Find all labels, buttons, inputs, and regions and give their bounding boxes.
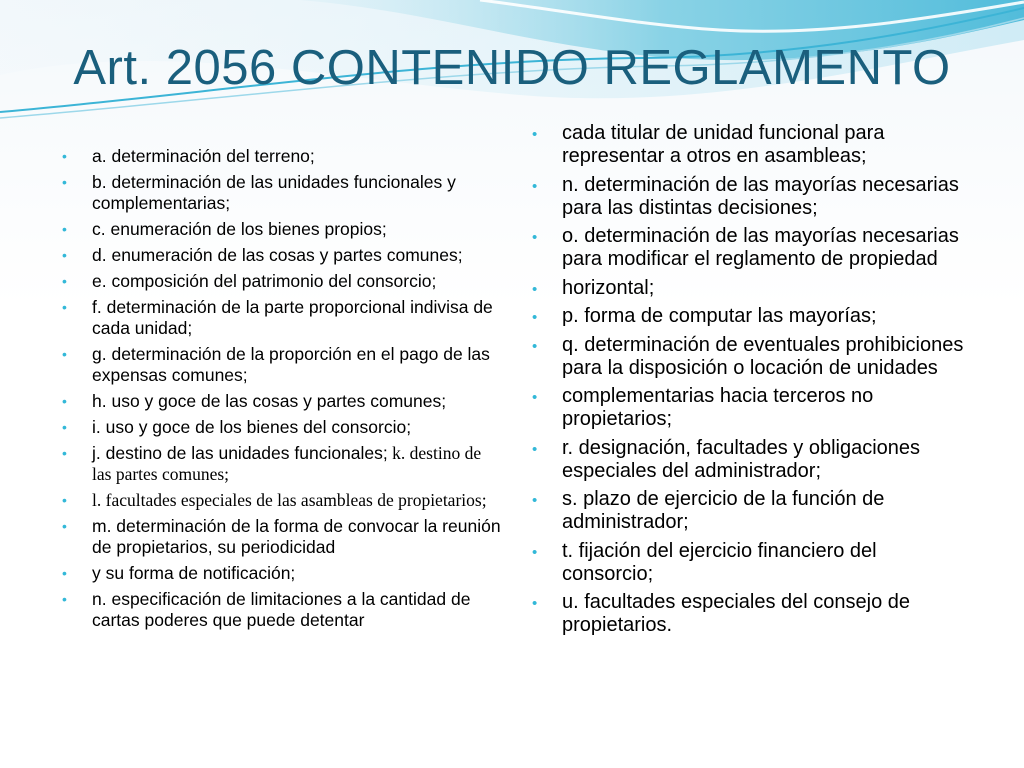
list-item xyxy=(62,417,502,438)
list-item xyxy=(62,563,502,584)
list-item xyxy=(532,122,972,168)
list-item-text: horizontal; xyxy=(562,276,655,299)
list-item-text-serif: l. facultades especiales de las asambleas de propietarios; xyxy=(92,490,487,510)
list-item xyxy=(532,174,972,220)
bullet-icon: • xyxy=(62,299,67,315)
list-item-text: r. designación, facultades y obligaciones especiales del administrador; xyxy=(562,436,921,482)
list-item-text: t. fijación del ejercicio financiero del consorcio; xyxy=(562,539,877,585)
bullet-icon: • xyxy=(532,126,538,143)
list-item-text: a. determinación del terreno; xyxy=(92,146,315,166)
bullet-icon: • xyxy=(62,273,67,289)
list-item-text-serif: k. destino de las partes comunes; xyxy=(92,443,482,484)
list-item-text: b. determinación de las unidades funcionales y complementarias; xyxy=(92,172,456,213)
list-item xyxy=(62,490,502,511)
list-item-text: q. determinación de eventuales prohibiciones para la disposición o locación de unidades xyxy=(562,333,964,379)
list-item-text: n. especificación de limitaciones a la cantidad de cartas poderes que puede detentar xyxy=(92,589,471,630)
list-item-text: cada titular de unidad funcional para representar a otros en asambleas; xyxy=(562,122,885,167)
bullet-icon: • xyxy=(62,346,67,362)
list-item xyxy=(62,443,502,485)
slide-title: Art. 2056 CONTENIDO REGLAMENTO xyxy=(73,41,951,95)
list-item xyxy=(532,437,972,483)
list-item-text: i. uso y goce de los bienes del consorcio; xyxy=(92,417,412,437)
list-item-text: s. plazo de ejercicio de la función de administrador; xyxy=(562,488,885,533)
bullet-icon: • xyxy=(62,591,67,607)
list-item-text: d. enumeración de las cosas y partes comunes; xyxy=(92,245,463,265)
list-item-text: j. destino de las unidades funcionales; xyxy=(92,443,388,463)
bullet-icon: • xyxy=(532,337,538,355)
bullet-icon: • xyxy=(532,177,538,195)
list-item xyxy=(62,391,502,412)
bullet-icon: • xyxy=(532,389,538,406)
list-item-text: o. determinación de las mayorías necesarias para modificar el reglamento de propiedad xyxy=(562,225,959,270)
list-item xyxy=(62,297,502,339)
list-item-text: g. determinación de la proporción en el pago de las expensas comunes; xyxy=(92,344,490,385)
list-item-text: complementarias hacia terceros no propietarios; xyxy=(562,385,874,430)
right-bullet-list xyxy=(532,122,972,643)
list-item-text: y su forma de notificación; xyxy=(92,563,296,583)
left-bullet-list xyxy=(62,146,502,636)
bullet-icon: • xyxy=(532,595,538,612)
bullet-icon: • xyxy=(62,393,67,409)
bullet-icon: • xyxy=(532,229,538,246)
list-item-text: u. facultades especiales del consejo de propietarios. xyxy=(562,591,911,636)
list-item-text: e. composición del patrimonio del consorcio; xyxy=(92,271,437,291)
bullet-icon: • xyxy=(62,148,67,164)
list-item xyxy=(62,271,502,292)
bullet-icon: • xyxy=(62,247,67,263)
list-item xyxy=(62,589,502,631)
bullet-icon: • xyxy=(62,492,67,508)
list-item xyxy=(62,245,502,266)
list-item-text: h. uso y goce de las cosas y partes comunes; xyxy=(92,391,447,411)
list-item xyxy=(532,540,972,586)
bullet-icon: • xyxy=(532,492,538,509)
bullet-icon: • xyxy=(532,280,538,298)
list-item-text: f. determinación de la parte proporcional indivisa de cada unidad; xyxy=(92,297,493,338)
list-item-text: p. forma de computar las mayorías; xyxy=(562,305,877,327)
bullet-icon: • xyxy=(532,309,538,326)
list-item xyxy=(532,225,972,271)
bullet-icon: • xyxy=(532,543,538,561)
bullet-icon: • xyxy=(62,565,67,581)
list-item xyxy=(62,172,502,214)
list-item xyxy=(532,305,972,328)
bullet-icon: • xyxy=(62,221,67,237)
list-item xyxy=(532,591,972,637)
list-item-text: c. enumeración de los bienes propios; xyxy=(92,219,387,239)
list-item xyxy=(532,488,972,534)
bullet-icon: • xyxy=(62,445,67,461)
list-item-text: n. determinación de las mayorías necesarias para las distintas decisiones; xyxy=(562,173,959,219)
bullet-icon: • xyxy=(62,174,67,190)
bullet-icon: • xyxy=(532,440,538,458)
list-item xyxy=(532,385,972,431)
bullet-icon: • xyxy=(62,419,67,435)
list-item xyxy=(532,277,972,300)
list-item-text: m. determinación de la forma de convocar la reunión de propietarios, su periodicidad xyxy=(92,516,501,557)
list-item xyxy=(532,334,972,380)
list-item xyxy=(62,344,502,386)
list-item xyxy=(62,516,502,558)
bullet-icon: • xyxy=(62,518,67,534)
list-item xyxy=(62,219,502,240)
list-item xyxy=(62,146,502,167)
